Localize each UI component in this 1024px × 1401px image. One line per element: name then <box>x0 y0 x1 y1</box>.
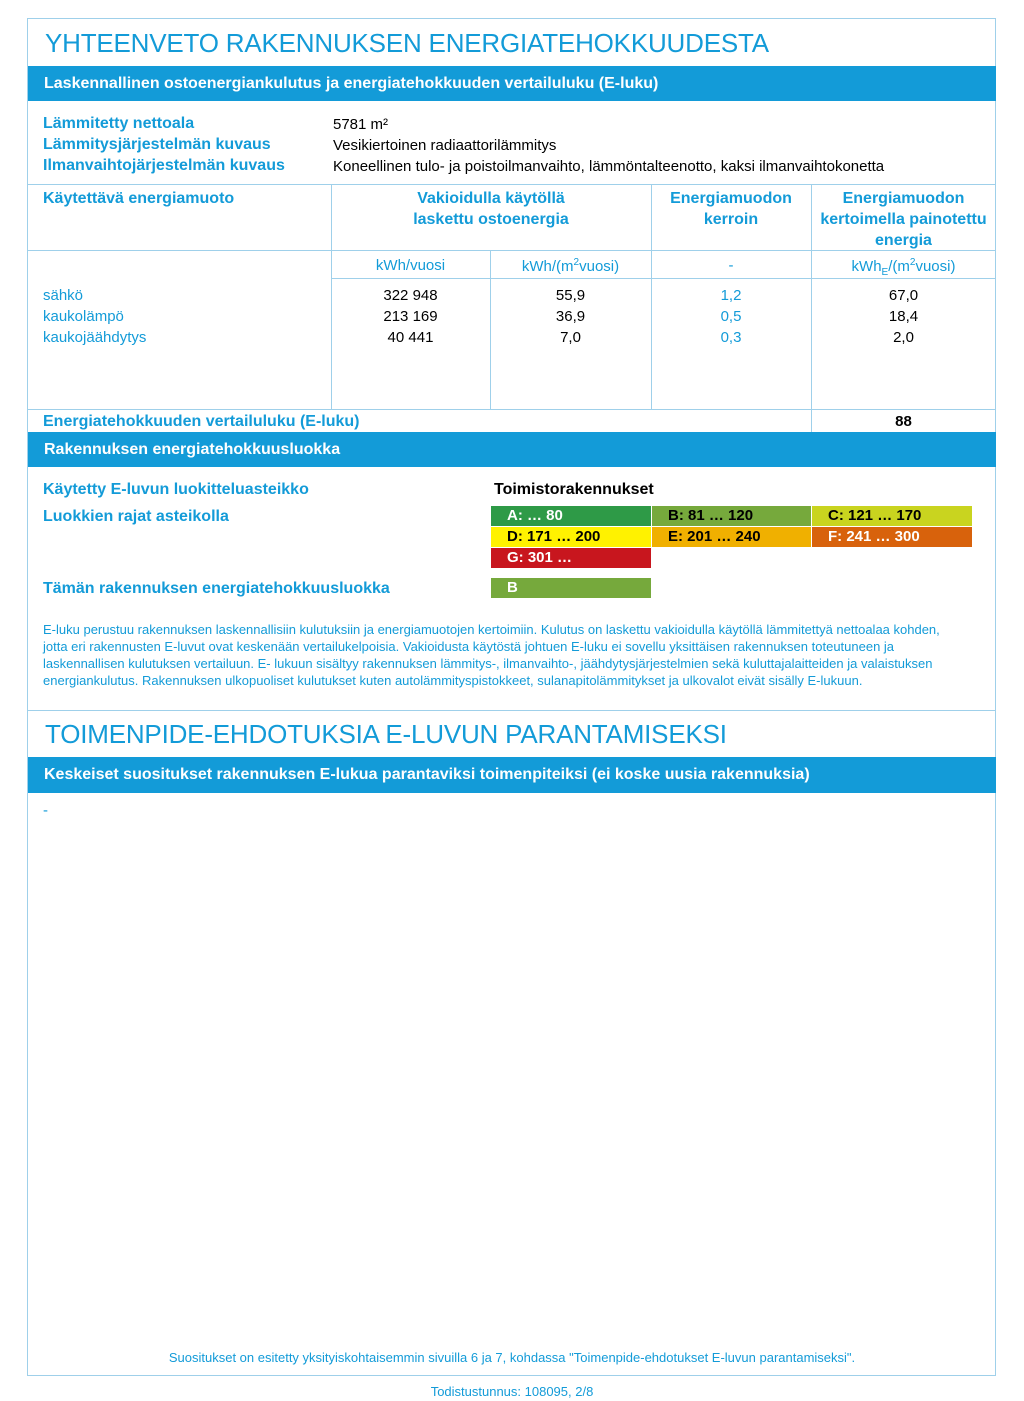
class-c-box: C: 121 … 170 <box>812 506 972 526</box>
class-f-box: F: 241 … 300 <box>812 527 972 547</box>
this-class-label: Tämän rakennuksen energiatehokkuusluokka <box>43 580 390 597</box>
info-value-area: 5781 m² <box>333 116 389 133</box>
header-energy-factor: Energiamuodon kerroin <box>670 190 792 228</box>
row-kwh-year-electricity: 322 948 <box>383 287 438 304</box>
unit-kwh-m2-year: kWh/$(m^2vuosi)$ <box>521 257 620 275</box>
info-label-heating: Lämmitysjärjestelmän kuvaus <box>43 136 271 153</box>
unit-kwhe-m2-year: $kWh_E/(m^2vuosi)$ <box>851 257 956 278</box>
row-form-electricity: sähkö <box>43 287 84 304</box>
table-header-line-left <box>28 250 331 251</box>
section-divider <box>28 710 996 711</box>
calc-section-bar: Laskennallinen ostoenergiankulutus ja energiatehokkuuden vertailuluku (E-luku) <box>28 66 996 101</box>
table-bottom-line <box>28 409 996 410</box>
table-top-line <box>28 184 996 185</box>
row-factor-electricity: 1,2 <box>720 287 742 304</box>
row-factor-district-cooling: 0,3 <box>720 329 742 346</box>
certificate-id: Todistustunnus: 108095, 2/8 <box>430 1384 594 1399</box>
measures-title: TOIMENPIDE-EHDOTUKSIA E-LUVUN PARANTAMISEKSI <box>45 719 727 749</box>
class-section-bar: Rakennuksen energiatehokkuusluokka <box>28 432 996 467</box>
this-class-box: B <box>491 578 651 598</box>
eluku-value: 88 <box>895 413 912 430</box>
summary-title: YHTEENVETO RAKENNUKSEN ENERGIATEHOKKUUDESTA <box>45 28 769 58</box>
row-weighted-electricity: 67,0 <box>888 287 919 304</box>
header-purchased-energy: Vakioidulla käytöllä laskettu ostoenergia <box>413 190 569 228</box>
row-weighted-district-cooling: 2,0 <box>893 329 914 346</box>
class-b-box: B: 81 … 120 <box>652 506 811 526</box>
scale-label: Käytetty E-luvun luokitteluasteikko <box>43 481 309 498</box>
table-unit-line <box>331 278 996 279</box>
eluku-explanation: E-luku perustuu rakennuksen laskennallisiin kulutuksiin ja energiamuotojen kertoimiin. Kulutus on laskettu vakioidulla käytöllä lämmitettyä nettoalaa kohden, jotta eri rakennusten E-luvut ovat keskenään vertailukelpoisia. Vakioidusta käytöstä johtuen E-luku ei sovellu yksittäisen rakennuksen toteutuneen ja laskennallisen kulutuksen vertailuun. E- lukuun sisältyy rakennuksen lämmitys-, ilmanvaihto-, jäähdytysjärjestelmien sekä kuluttajalaitteiden ja valaistuksen energiankulutus. Rakennuksen ulkopuoliset kulutukset kuten autolämmityspistokkeet, sulanapitolämmitykset ja ulkovalot eivät sisälly E-lukuun. <box>43 622 940 688</box>
class-g-box: G: 301 … <box>491 548 651 568</box>
row-kwh-m2-district-heat: 36,9 <box>555 308 586 325</box>
row-kwh-year-district-heat: 213 169 <box>383 308 438 325</box>
header-weighted-energy: Energiamuodon kertoimella painotettu energia <box>820 190 987 249</box>
info-value-heating: Vesikiertoinen radiaattorilämmitys <box>333 137 557 154</box>
unit-factor: - <box>728 257 734 274</box>
row-form-district-cooling: kaukojäähdytys <box>43 329 147 346</box>
measures-section-bar: Keskeiset suositukset rakennuksen E-lukua parantaviksi toimenpiteiksi (ei koske uusia rakennuksia) <box>28 757 996 793</box>
row-kwh-m2-district-cooling: 7,0 <box>560 329 581 346</box>
info-value-ventilation: Koneellinen tulo- ja poistoilmanvaihto, lämmöntalteenotto, kaksi ilmanvaihtokonetta <box>333 158 885 175</box>
measures-content: - <box>43 802 48 819</box>
class-a-box: A: … 80 <box>491 506 651 526</box>
info-label-area: Lämmitetty nettoala <box>43 115 195 132</box>
row-weighted-district-heat: 18,4 <box>888 308 919 325</box>
limits-label: Luokkien rajat asteikolla <box>43 508 229 525</box>
class-d-box: D: 171 … 200 <box>491 527 651 547</box>
eluku-label: Energiatehokkuuden vertailuluku (E-luku) <box>43 413 360 430</box>
scale-value: Toimistorakennukset <box>494 481 654 498</box>
class-e-box: E: 201 … 240 <box>652 527 811 547</box>
row-form-district-heat: kaukolämpö <box>43 308 124 325</box>
header-energy-form: Käytettävä energiamuoto <box>43 190 235 207</box>
info-label-ventilation: Ilmanvaihtojärjestelmän kuvaus <box>43 157 285 174</box>
footer-note: Suositukset on esitetty yksityiskohtaisemmin sivuilla 6 ja 7, kohdassa "Toimenpide-ehdotukset E-luvun parantamiseksi". <box>168 1350 856 1365</box>
row-kwh-year-district-cooling: 40 441 <box>387 329 434 346</box>
row-factor-district-heat: 0,5 <box>720 308 742 325</box>
row-kwh-m2-electricity: 55,9 <box>555 287 586 304</box>
unit-kwh-year: kWh/vuosi <box>375 257 446 274</box>
